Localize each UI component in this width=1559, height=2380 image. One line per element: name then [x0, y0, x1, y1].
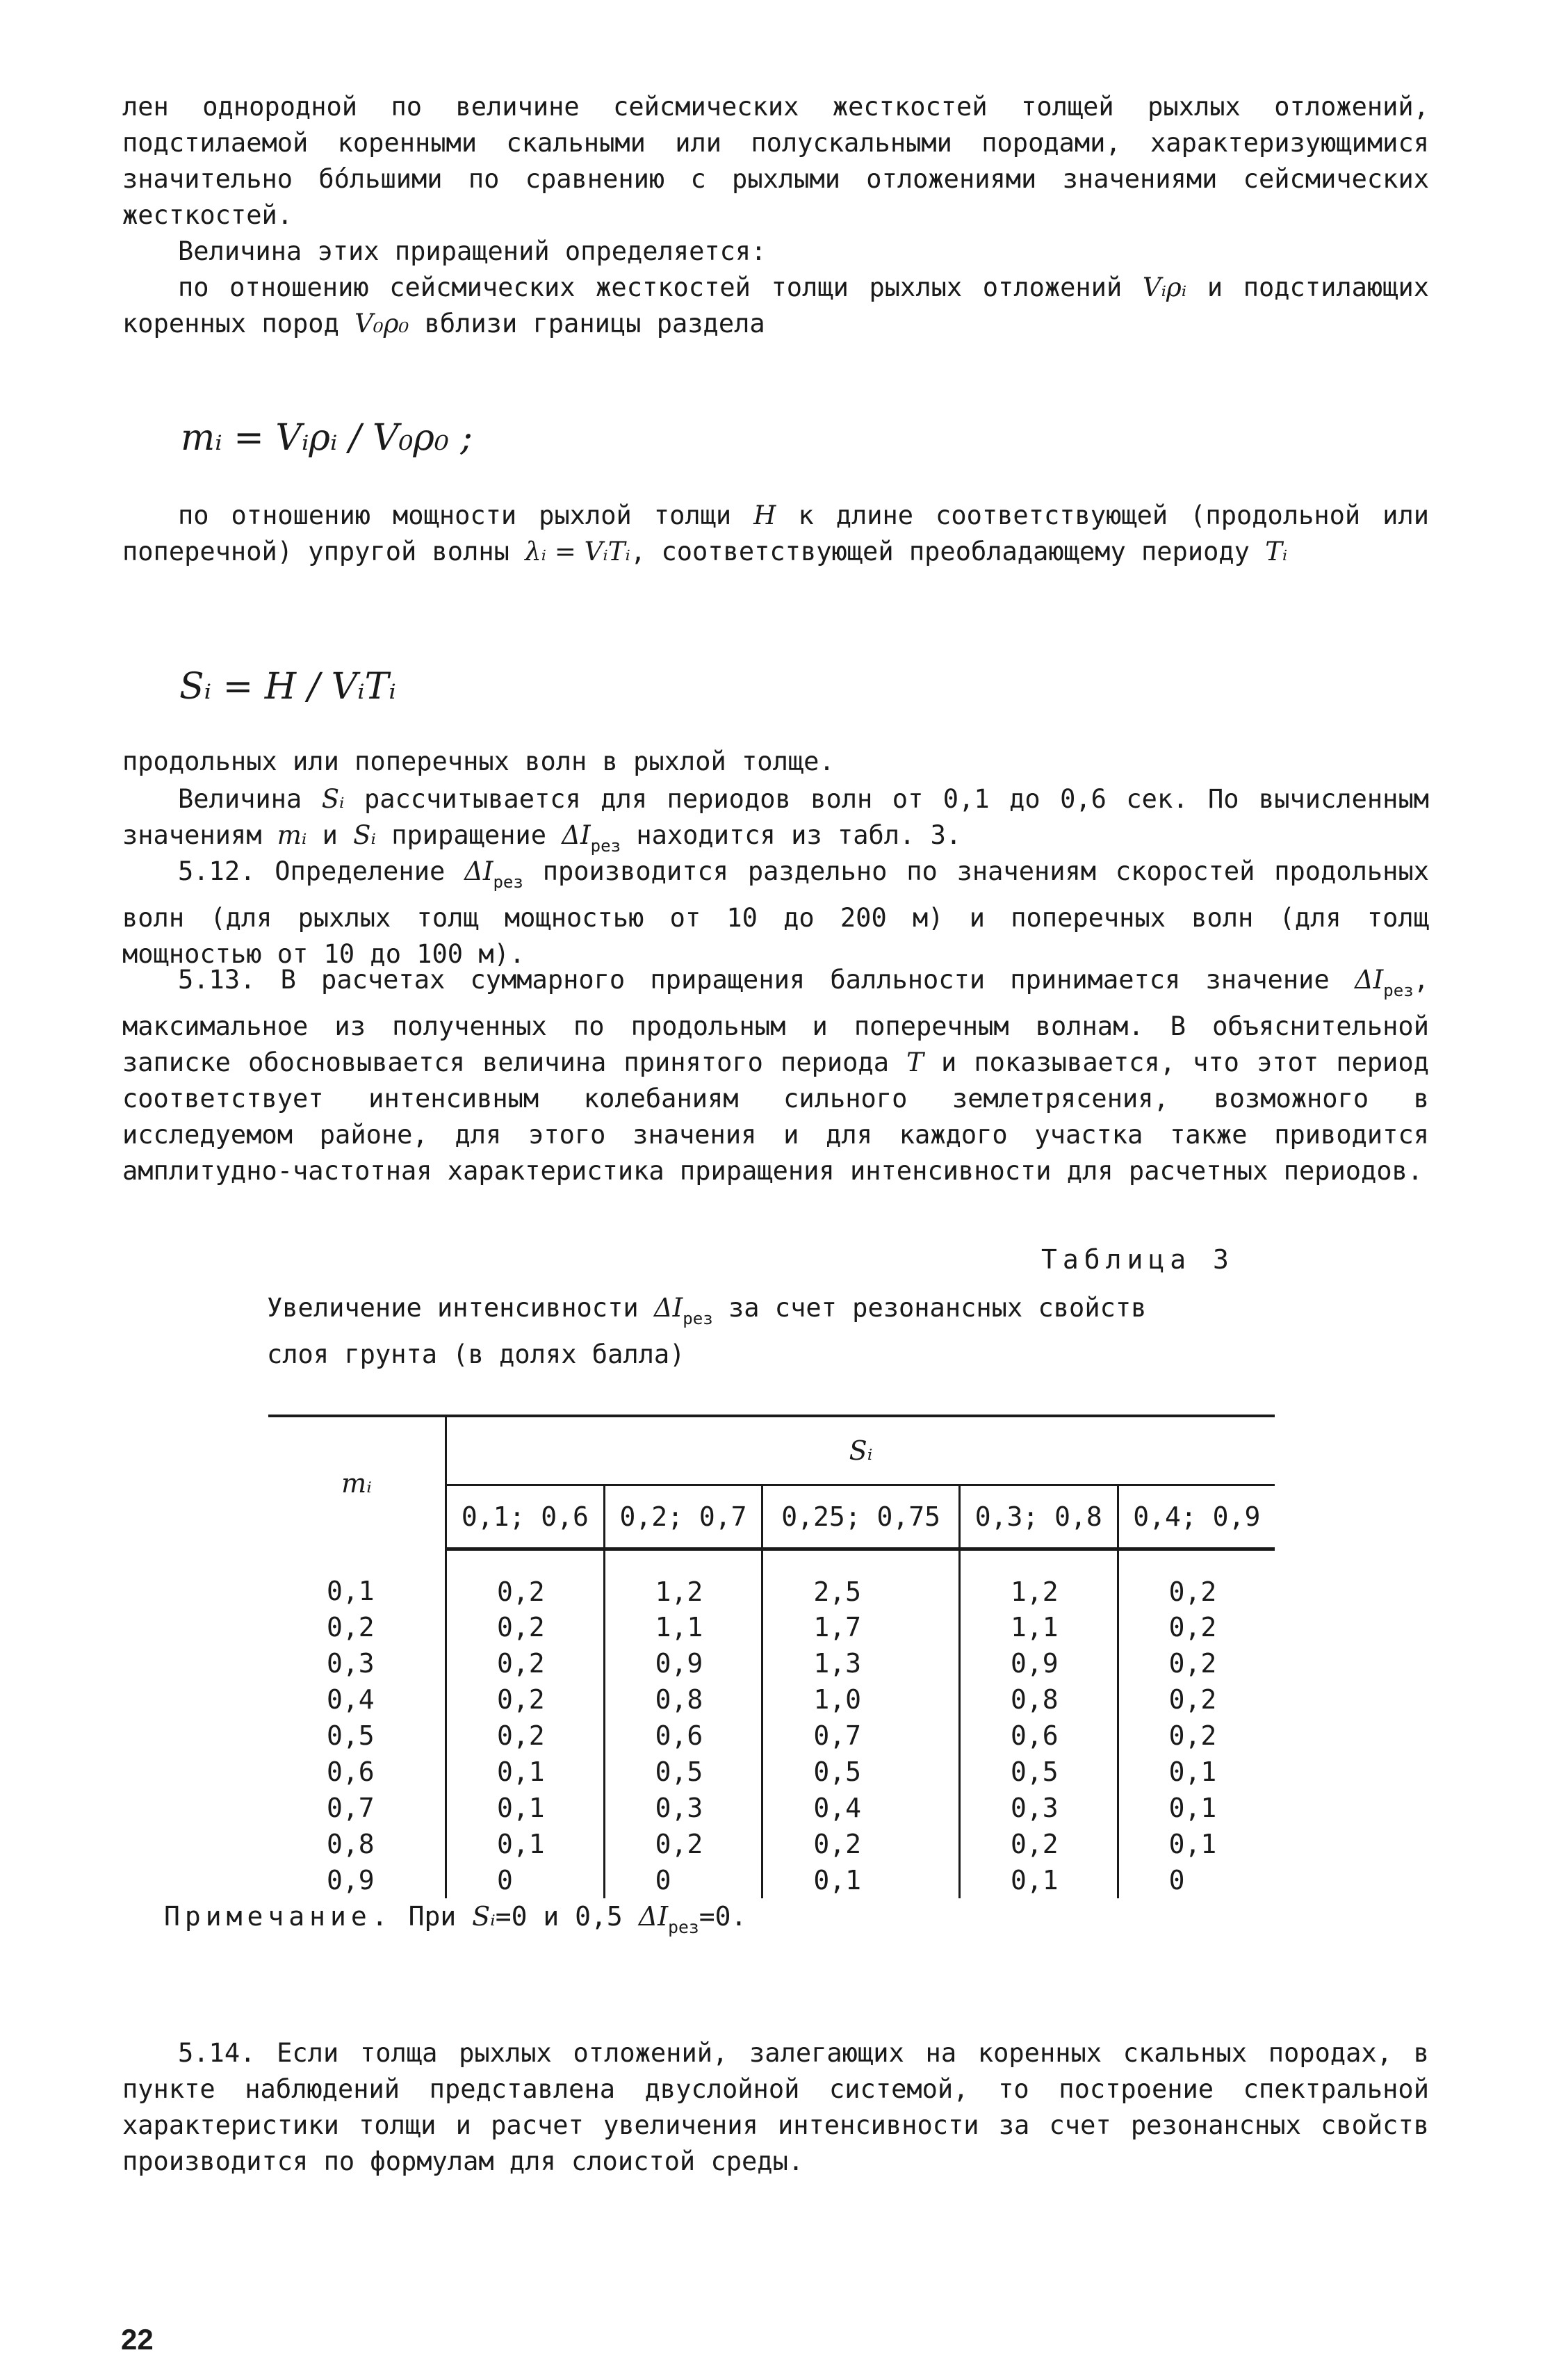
table-header-row: [268, 1416, 1275, 1485]
cell-value: 0,2: [959, 1826, 1118, 1862]
cell-value: 2,5: [762, 1549, 960, 1609]
table-row: [268, 1645, 1275, 1681]
paragraph-waves: [122, 744, 1429, 780]
cell-mi: 0,5: [327, 1720, 375, 1751]
symbol-s-i: Sᵢ: [321, 784, 345, 814]
cell-value: 0,1: [446, 1790, 605, 1826]
paragraph-si-calc: [122, 781, 1429, 864]
header-si: [446, 1416, 1275, 1485]
table-row: [268, 1862, 1275, 1898]
column-header: 0,4; 0,9: [1118, 1485, 1275, 1549]
symbol-m-i: mᵢ: [277, 820, 307, 850]
cell-value: 1,2: [604, 1549, 762, 1609]
symbol-lambda-i: λᵢ = VᵢTᵢ: [525, 537, 630, 567]
cell-value: 0,2: [1118, 1718, 1275, 1754]
caption-text: Увеличение интенсивности: [267, 1293, 639, 1323]
paragraph-5-14: [122, 2035, 1429, 2180]
resonance-table: [268, 1415, 1275, 1898]
cell-value: 0,1: [762, 1862, 960, 1898]
cell-value: 0,2: [446, 1645, 605, 1681]
paragraph-text: приращение: [391, 820, 546, 850]
paragraph-text: по отношению мощности рыхлой толщи: [178, 500, 732, 530]
cell-mi: 0,7: [327, 1792, 375, 1823]
paragraph-text: 5.13. В расчетах суммарного приращения балльности принимается значение: [178, 965, 1330, 995]
note-text: При: [408, 1901, 457, 1932]
symbol-s-i: Sᵢ: [472, 1901, 496, 1932]
column-header: 0,3; 0,8: [959, 1485, 1118, 1549]
paragraph-stiffness-ratio: [122, 270, 1429, 342]
cell-value: 0,2: [446, 1718, 605, 1754]
cell-value: 0,1: [1118, 1826, 1275, 1862]
table-row: [268, 1549, 1275, 1609]
paragraph-text: производится раздельно по значениям скоростей продольных волн (для рыхлых толщ мощностью от 10 до 200 м) и поперечных волн (для толщ мощностью от 10 до 100 м).: [122, 856, 1429, 969]
subscript-res: рез: [493, 872, 523, 892]
cell-mi: 0,1: [327, 1575, 375, 1606]
paragraph-text: вблизи границы раздела: [424, 309, 765, 339]
table-row: [268, 1718, 1275, 1754]
symbol-v0-rho-0: V₀ρ₀: [354, 309, 409, 339]
paragraph-thickness-ratio: [122, 498, 1429, 570]
header-mi-text: mᵢ: [341, 1467, 372, 1499]
symbol-t-i: Tᵢ: [1265, 537, 1288, 567]
paragraph-text: рассчитывается для периодов волн от 0,1 до 0,6 сек. По вычисленным значениям: [122, 784, 1429, 850]
symbol-delta-i: ΔI: [464, 856, 493, 886]
table-row: [268, 1790, 1275, 1826]
paragraph-text: Величина: [178, 784, 302, 814]
paragraph-text: , максимальное из полученных по продольным и поперечным волнам. В объяснительной записке обосновывается величина принятого периода: [122, 965, 1430, 1077]
cell-value: 0,3: [959, 1790, 1118, 1826]
cell-mi: 0,9: [327, 1864, 375, 1896]
cell-value: 0,6: [604, 1718, 762, 1754]
cell-mi: 0,2: [327, 1611, 375, 1643]
subscript-res: рез: [590, 836, 621, 856]
column-header: 0,2; 0,7: [604, 1485, 762, 1549]
cell-value: 0,2: [1118, 1681, 1275, 1718]
symbol-delta-i: ΔI: [1354, 965, 1384, 995]
symbol-t: T: [906, 1047, 924, 1077]
note-label: Примечание.: [164, 1901, 393, 1932]
paragraph-text: лен однородной по величине сейсмических жесткостей толщей рыхлых отложений, подстилаемой коренными скальными или полускальными породами, характеризующимися значительно бо́льшими по сравнению с рыхлыми отложениями значениями сейсмических жесткостей.: [122, 92, 1429, 230]
formula-si: Sᵢ = H / VᵢTᵢ: [179, 666, 396, 708]
cell-value: 0: [1118, 1862, 1275, 1898]
cell-value: 0,2: [1118, 1645, 1275, 1681]
page-number: 22: [121, 2323, 154, 2356]
table-label-text: Таблица 3: [1041, 1244, 1234, 1275]
cell-value: 0,8: [959, 1681, 1118, 1718]
cell-value: 0,2: [604, 1826, 762, 1862]
paragraph-5-13: [122, 962, 1429, 1189]
cell-value: 1,1: [959, 1609, 1118, 1645]
cell-value: 0,3: [604, 1790, 762, 1826]
paragraph-text: и подстилающих коренных пород: [122, 272, 1429, 339]
column-header: 0,25; 0,75: [762, 1485, 960, 1549]
cell-value: 0,6: [959, 1718, 1118, 1754]
cell-value: 0,5: [604, 1754, 762, 1790]
symbol-delta-i: ΔI: [653, 1293, 683, 1323]
cell-mi: 0,3: [327, 1647, 375, 1679]
paragraph-text: по отношению сейсмических жесткостей толщи рыхлых отложений: [178, 272, 1123, 302]
cell-value: 0: [604, 1862, 762, 1898]
paragraph-text: Величина этих приращений определяется:: [178, 236, 767, 266]
cell-value: 0,5: [762, 1754, 960, 1790]
table-row: [268, 1826, 1275, 1862]
cell-value: 0,1: [1118, 1790, 1275, 1826]
table-body: [268, 1549, 1275, 1898]
cell-value: 1,3: [762, 1645, 960, 1681]
table-row: [268, 1754, 1275, 1790]
caption-text: за счет резонансных свойств слоя грунта (в долях балла): [267, 1293, 1147, 1369]
symbol-h: H: [753, 500, 776, 530]
paragraph-text: и показывается, что этот период соответствует интенсивным колебаниям сильного землетрясения, возможного в исследуемом районе, для этого значения и для каждого участка также приводится амплитудно-частотная характеристика приращения интенсивности для расчетных периодов.: [122, 1047, 1429, 1186]
formula-mi: mᵢ = Vᵢρᵢ / V₀ρ₀ ;: [181, 417, 473, 459]
table-row: [268, 1681, 1275, 1718]
cell-value: 0,2: [446, 1681, 605, 1718]
note-text: =0.: [699, 1901, 747, 1932]
column-header: 0,1; 0,6: [446, 1485, 605, 1549]
cell-value: 0,1: [446, 1826, 605, 1862]
header-si-text: Sᵢ: [849, 1435, 873, 1466]
cell-value: 1,7: [762, 1609, 960, 1645]
header-mi: [268, 1416, 446, 1549]
symbol-delta-i: ΔI: [638, 1901, 669, 1932]
table-caption: [267, 1290, 1170, 1373]
cell-value: 0,2: [762, 1826, 960, 1862]
cell-value: 0,2: [1118, 1549, 1275, 1609]
paragraph-text: 5.12. Определение: [178, 856, 446, 886]
subscript-res: рез: [1383, 980, 1414, 1000]
paragraph-increments: [122, 234, 1429, 270]
cell-mi: 0,4: [327, 1684, 375, 1715]
cell-mi: 0,6: [327, 1756, 375, 1787]
cell-value: 0,2: [446, 1609, 605, 1645]
cell-value: 0,5: [959, 1754, 1118, 1790]
note-text: =0 и 0,5: [495, 1901, 623, 1932]
cell-value: 0,2: [1118, 1609, 1275, 1645]
cell-value: 1,2: [959, 1549, 1118, 1609]
paragraph-text: , соответствующей преобладающему периоду: [630, 537, 1250, 567]
cell-value: 0,2: [446, 1549, 605, 1609]
cell-value: 0,8: [604, 1681, 762, 1718]
table-row: [268, 1609, 1275, 1645]
symbol-s-i: Sᵢ: [353, 820, 376, 850]
symbol-vi-rho-i: Vᵢρᵢ: [1142, 272, 1187, 302]
paragraph-text: находится из табл. 3.: [636, 820, 962, 850]
cell-value: 0: [446, 1862, 605, 1898]
cell-value: 0,1: [959, 1862, 1118, 1898]
cell-value: 0,9: [604, 1645, 762, 1681]
cell-value: 0,9: [959, 1645, 1118, 1681]
paragraph-5-12: [122, 854, 1429, 972]
cell-value: 0,1: [446, 1754, 605, 1790]
cell-value: 0,7: [762, 1718, 960, 1754]
subscript-res: рез: [683, 1308, 713, 1328]
paragraph-text: к длине соответствующей (продольной или поперечной) упругой волны: [122, 500, 1429, 567]
paragraph-intro: [122, 89, 1429, 234]
paragraph-text: и: [322, 820, 338, 850]
cell-mi: 0,8: [327, 1828, 375, 1859]
paragraph-text: продольных или поперечных волн в рыхлой толще.: [122, 747, 835, 776]
paragraph-text: 5.14. Если толща рыхлых отложений, залегающих на коренных скальных породах, в пункте наблюдений представлена двуслойной системой, то построение спектральной характеристики толщи и расчет увеличения интенсивности за счет резонансных свойств производится по формулам для слоистой среды.: [122, 2038, 1429, 2176]
table-note: [164, 1901, 746, 1937]
cell-value: 1,0: [762, 1681, 960, 1718]
subscript-res: рез: [668, 1917, 699, 1938]
cell-value: 0,1: [1118, 1754, 1275, 1790]
cell-value: 0,4: [762, 1790, 960, 1826]
symbol-delta-i: ΔI: [562, 820, 591, 850]
cell-value: 1,1: [604, 1609, 762, 1645]
table-label: [1041, 1244, 1234, 1275]
